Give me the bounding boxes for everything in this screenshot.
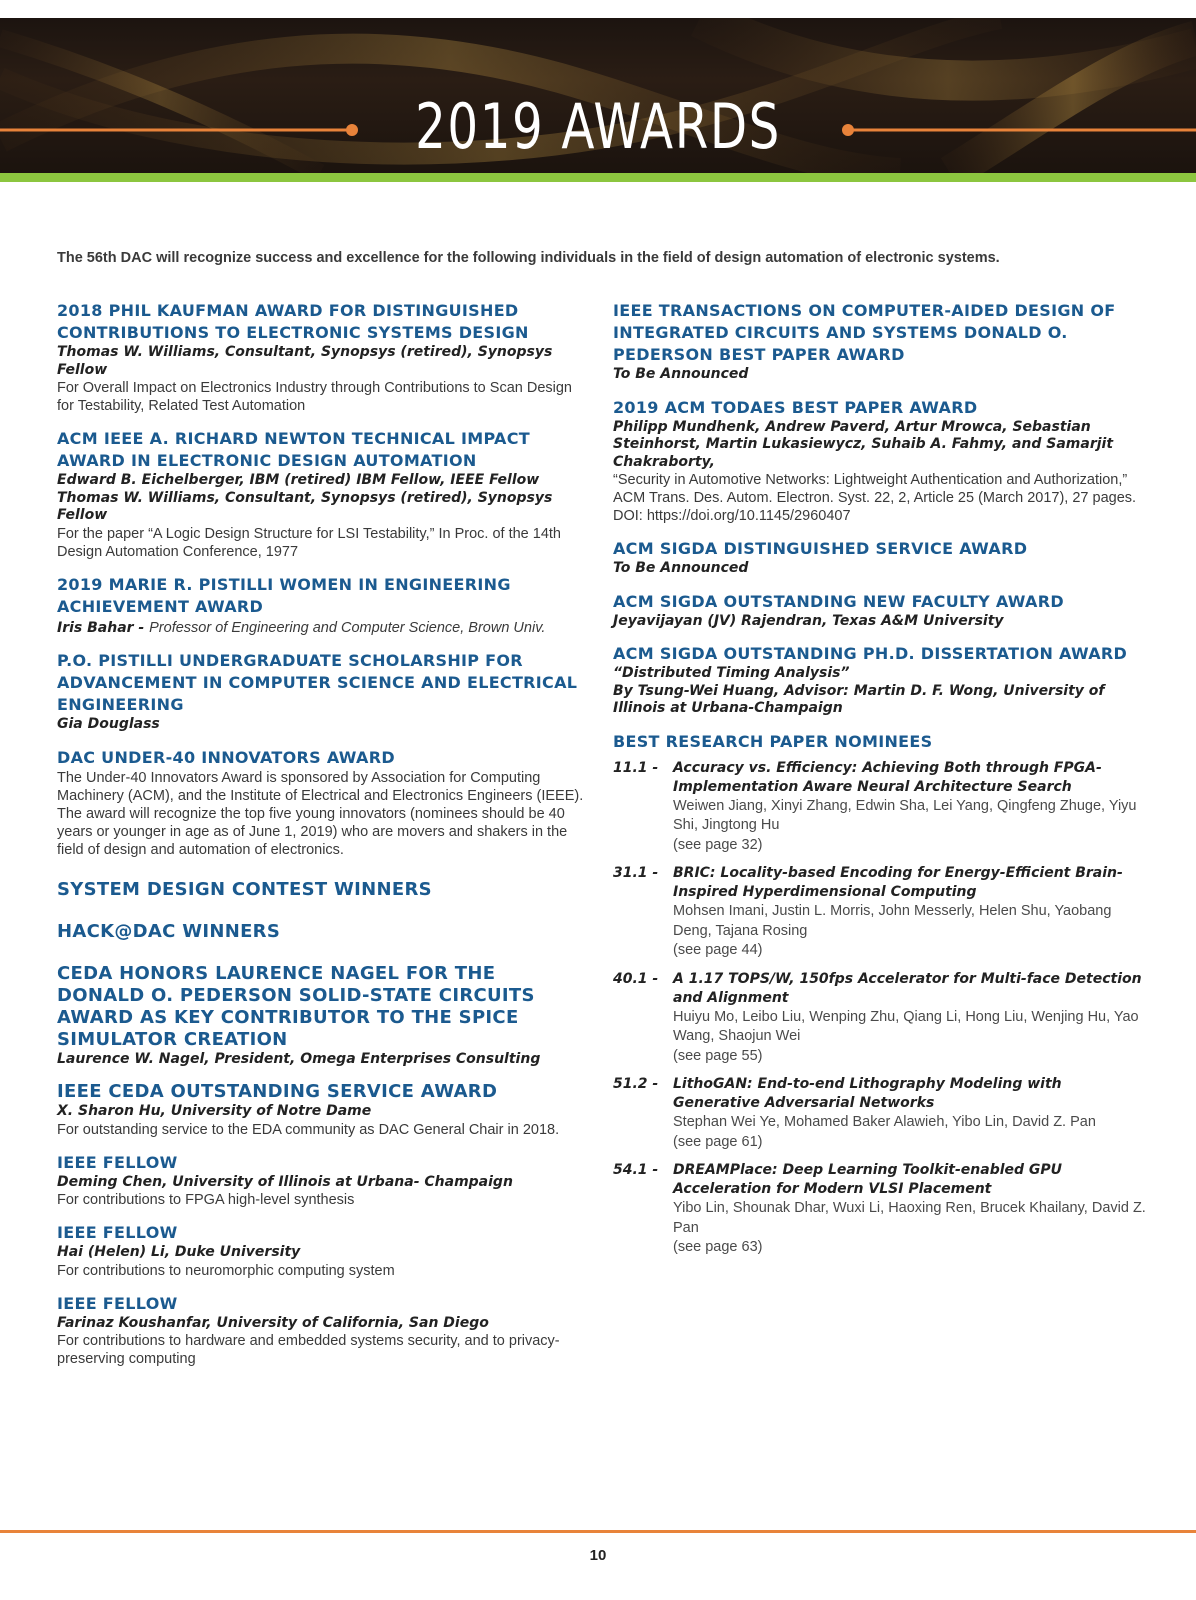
award-title: HACK@DAC WINNERS: [57, 920, 281, 942]
award-description: The Under-40 Innovators Award is sponsored by Association for Computing Machinery (ACM), and the Institute of Electrical and Electronics Engineers (IEEE). The award will recognize the top five young innovators (nominees should be 40 years or younger in age as of June 1, 2019) who are movers and shakers in the field of design and automation of electronics.: [57, 769, 584, 858]
banner-accent-bar: [0, 173, 1196, 182]
award-todaes: [613, 397, 1153, 526]
nominee-authors: Yibo Lin, Shounak Dhar, Wuxi Li, Haoxing Ren, Brucek Khailany, David Z. Pan: [673, 1200, 1146, 1236]
award-po-pistilli: [57, 650, 587, 734]
award-sigda-faculty: [613, 591, 1153, 631]
award-winner: Laurence W. Nagel, President, Omega Enterprises Consulting: [57, 1050, 541, 1067]
award-winner: Farinaz Koushanfar, University of California, San Diego: [57, 1314, 489, 1331]
footer-divider: [0, 1530, 1196, 1533]
award-title: IEEE TRANSACTIONS ON COMPUTER-AIDED DESIGN OF INTEGRATED CIRCUITS AND SYSTEMS DONALD O. PEDERSON BEST PAPER AWARD: [613, 301, 1116, 364]
award-winner: X. Sharon Hu, University of Notre Dame: [57, 1103, 372, 1119]
nominees-title: BEST RESEARCH PAPER NOMINEES: [613, 731, 933, 751]
award-winner: To Be Announced: [613, 366, 749, 382]
award-title: 2018 PHIL KAUFMAN AWARD FOR DISTINGUISHED CONTRIBUTIONS TO ELECTRONIC SYSTEMS DESIGN: [57, 301, 529, 342]
nominee-item: [613, 1075, 1153, 1152]
nominee-item: [613, 864, 1153, 961]
award-winner: Deming Chen, University of Illinois at Urbana- Champaign: [57, 1173, 513, 1190]
award-title: CEDA HONORS LAURENCE NAGEL FOR THE DONALD O. PEDERSON SOLID-STATE CIRCUITS AWARD AS KEY CONTRIBUTOR TO THE SPICE SIMULATOR CREATION: [57, 962, 535, 1050]
header-banner: [0, 18, 1196, 173]
award-description: For contributions to hardware and embedded systems security, and to privacy-preserving computing: [57, 1333, 560, 1367]
award-title: 2019 MARIE R. PISTILLI WOMEN IN ENGINEERING ACHIEVEMENT AWARD: [57, 574, 511, 616]
nominee-page-ref: (see page 44): [673, 942, 763, 958]
nominee-authors: Stephan Wei Ye, Mohamed Baker Alawieh, Yibo Lin, David Z. Pan: [673, 1114, 1096, 1130]
award-winner-detail: Professor of Engineering and Computer Science, Brown Univ.: [149, 619, 546, 636]
nominee-authors: Huiyu Mo, Leibo Liu, Wenping Zhu, Qiang Li, Hong Liu, Wenjing Hu, Yao Wang, Shaojun Wei: [673, 1008, 1139, 1044]
award-winner: By Tsung-Wei Huang, Advisor: Martin D. F. Wong, University of Illinois at Urbana-Champaign: [613, 682, 1105, 716]
best-paper-nominees: [613, 731, 1153, 1258]
nominee-session-id: 11.1 -: [613, 759, 659, 776]
award-sigda-service: [613, 538, 1153, 578]
award-title: P.O. PISTILLI UNDERGRADUATE SCHOLARSHIP FOR ADVANCEMENT IN COMPUTER SCIENCE AND ELECTRICAL ENGINEERING: [57, 651, 578, 714]
award-richard-newton: [57, 428, 587, 561]
award-title: DAC UNDER-40 INNOVATORS AWARD: [57, 747, 395, 767]
nominee-item: [613, 759, 1153, 856]
award-description: “Security in Automotive Networks: Lightweight Authentication and Authorization,” ACM Trans. Des. Autom. Electron. Syst. 22, 2, Article 25 (March 2017), 27 pages. DOI: https://doi.org/10.1145/2960407: [613, 472, 1137, 524]
award-ceda-nagel: [57, 963, 587, 1069]
award-ieee-fellow-chen: [57, 1152, 587, 1210]
left-column: [57, 300, 587, 1381]
page-title: 2019 AWARDS: [415, 90, 781, 163]
nominee-title: A 1.17 TOPS/W, 150fps Accelerator for Multi-face Detection and Alignment: [673, 970, 1142, 1006]
award-title: ACM SIGDA DISTINGUISHED SERVICE AWARD: [613, 539, 1028, 558]
award-winner: “Distributed Timing Analysis”: [613, 665, 850, 681]
award-winner: Iris Bahar -: [57, 619, 150, 636]
award-title: IEEE CEDA OUTSTANDING SERVICE AWARD: [57, 1081, 498, 1102]
nominee-session-id: 31.1 -: [613, 865, 659, 881]
award-winner: Philipp Mundhenk, Andrew Paverd, Artur Mrowca, Sebastian Steinhorst, Martin Lukasiewycz, Suhaib A. Fahmy, and Samarjit Chakraborty,: [613, 418, 1114, 470]
award-description: For contributions to neuromorphic computing system: [57, 1262, 395, 1279]
nominee-authors: Mohsen Imani, Justin L. Morris, John Messerly, Helen Shu, Yaobang Deng, Tajana Rosing: [673, 903, 1112, 939]
nominee-page-ref: (see page 63): [673, 1239, 763, 1255]
award-hack-dac: [57, 921, 587, 943]
nominee-session-id: 51.2 -: [613, 1076, 659, 1092]
award-winner-line: [57, 618, 587, 638]
award-ieee-fellow-koushanfar: [57, 1293, 587, 1369]
nominee-title: DREAMPlace: Deep Learning Toolkit-enabled GPU Acceleration for Modern VLSI Placement: [673, 1162, 1063, 1197]
award-title: ACM IEEE A. RICHARD NEWTON TECHNICAL IMPACT AWARD IN ELECTRONIC DESIGN AUTOMATION: [57, 429, 530, 470]
award-system-design-contest: [57, 879, 587, 901]
award-marie-pistilli: [57, 574, 587, 638]
right-column: [613, 300, 1153, 1271]
nominee-session-id: 54.1 -: [613, 1162, 659, 1178]
award-title: 2019 ACM TODAES BEST PAPER AWARD: [613, 397, 978, 417]
award-title: ACM SIGDA OUTSTANDING NEW FACULTY AWARD: [613, 591, 1064, 611]
nominee-page-ref: (see page 32): [673, 836, 763, 853]
award-title: SYSTEM DESIGN CONTEST WINNERS: [57, 878, 432, 900]
nominee-item: [613, 970, 1153, 1067]
nominee-page-ref: (see page 55): [673, 1047, 763, 1064]
award-ieee-fellow-li: [57, 1222, 587, 1280]
nominee-session-id: 40.1 -: [613, 970, 659, 987]
award-title: ACM SIGDA OUTSTANDING PH.D. DISSERTATION AWARD: [613, 644, 1128, 663]
page-number: 10: [589, 1547, 607, 1564]
award-winner: Hai (Helen) Li, Duke University: [57, 1244, 301, 1260]
award-description: For outstanding service to the EDA community as DAC General Chair in 2018.: [57, 1121, 560, 1138]
award-description: For the paper “A Logic Design Structure for LSI Testability,” In Proc. of the 14th Design Automation Conference, 1977: [57, 525, 561, 560]
award-description: For Overall Impact on Electronics Industry through Contributions to Scan Design for Testability, Related Test Automation: [57, 380, 572, 414]
nominee-authors: Weiwen Jiang, Xinyi Zhang, Edwin Sha, Lei Yang, Qingfeng Zhuge, Yiyu Shi, Jingtong Hu: [673, 797, 1137, 833]
award-ceda-service: [57, 1081, 587, 1139]
award-winner: Jeyavijayan (JV) Rajendran, Texas A&M University: [613, 612, 1004, 629]
award-winner: Thomas W. Williams, Consultant, Synopsys (retired), Synopsys Fellow: [57, 344, 553, 378]
nominee-title: LithoGAN: End-to-end Lithography Modeling with Generative Adversarial Networks: [673, 1076, 1062, 1111]
award-title: IEEE FELLOW: [57, 1223, 178, 1242]
intro-text: The 56th DAC will recognize success and excellence for the following individuals in the field of design automation of electronic systems.: [57, 250, 1000, 266]
award-winner: Thomas W. Williams, Consultant, Synopsys (retired), Synopsys Fellow: [57, 489, 553, 523]
nominee-page-ref: (see page 61): [673, 1133, 763, 1150]
award-winner: To Be Announced: [613, 560, 749, 576]
award-under-40: [57, 747, 587, 859]
award-tcad-pederson: [613, 300, 1153, 384]
award-title: IEEE FELLOW: [57, 1152, 178, 1172]
award-title: IEEE FELLOW: [57, 1293, 178, 1313]
award-phil-kaufman: [57, 300, 587, 415]
award-sigda-dissertation: [613, 643, 1153, 718]
nominee-title: BRIC: Locality-based Encoding for Energy-Efficient Brain-Inspired Hyperdimensional Computing: [673, 865, 1123, 900]
award-winner: Edward B. Eichelberger, IBM (retired) IBM Fellow, IEEE Fellow: [57, 472, 540, 488]
nominee-item: [613, 1161, 1153, 1258]
award-description: For contributions to FPGA high-level synthesis: [57, 1192, 355, 1208]
nominee-title: Accuracy vs. Efficiency: Achieving Both through FPGA-Implementation Aware Neural Architecture Search: [673, 759, 1102, 795]
award-winner: Gia Douglass: [57, 716, 160, 732]
